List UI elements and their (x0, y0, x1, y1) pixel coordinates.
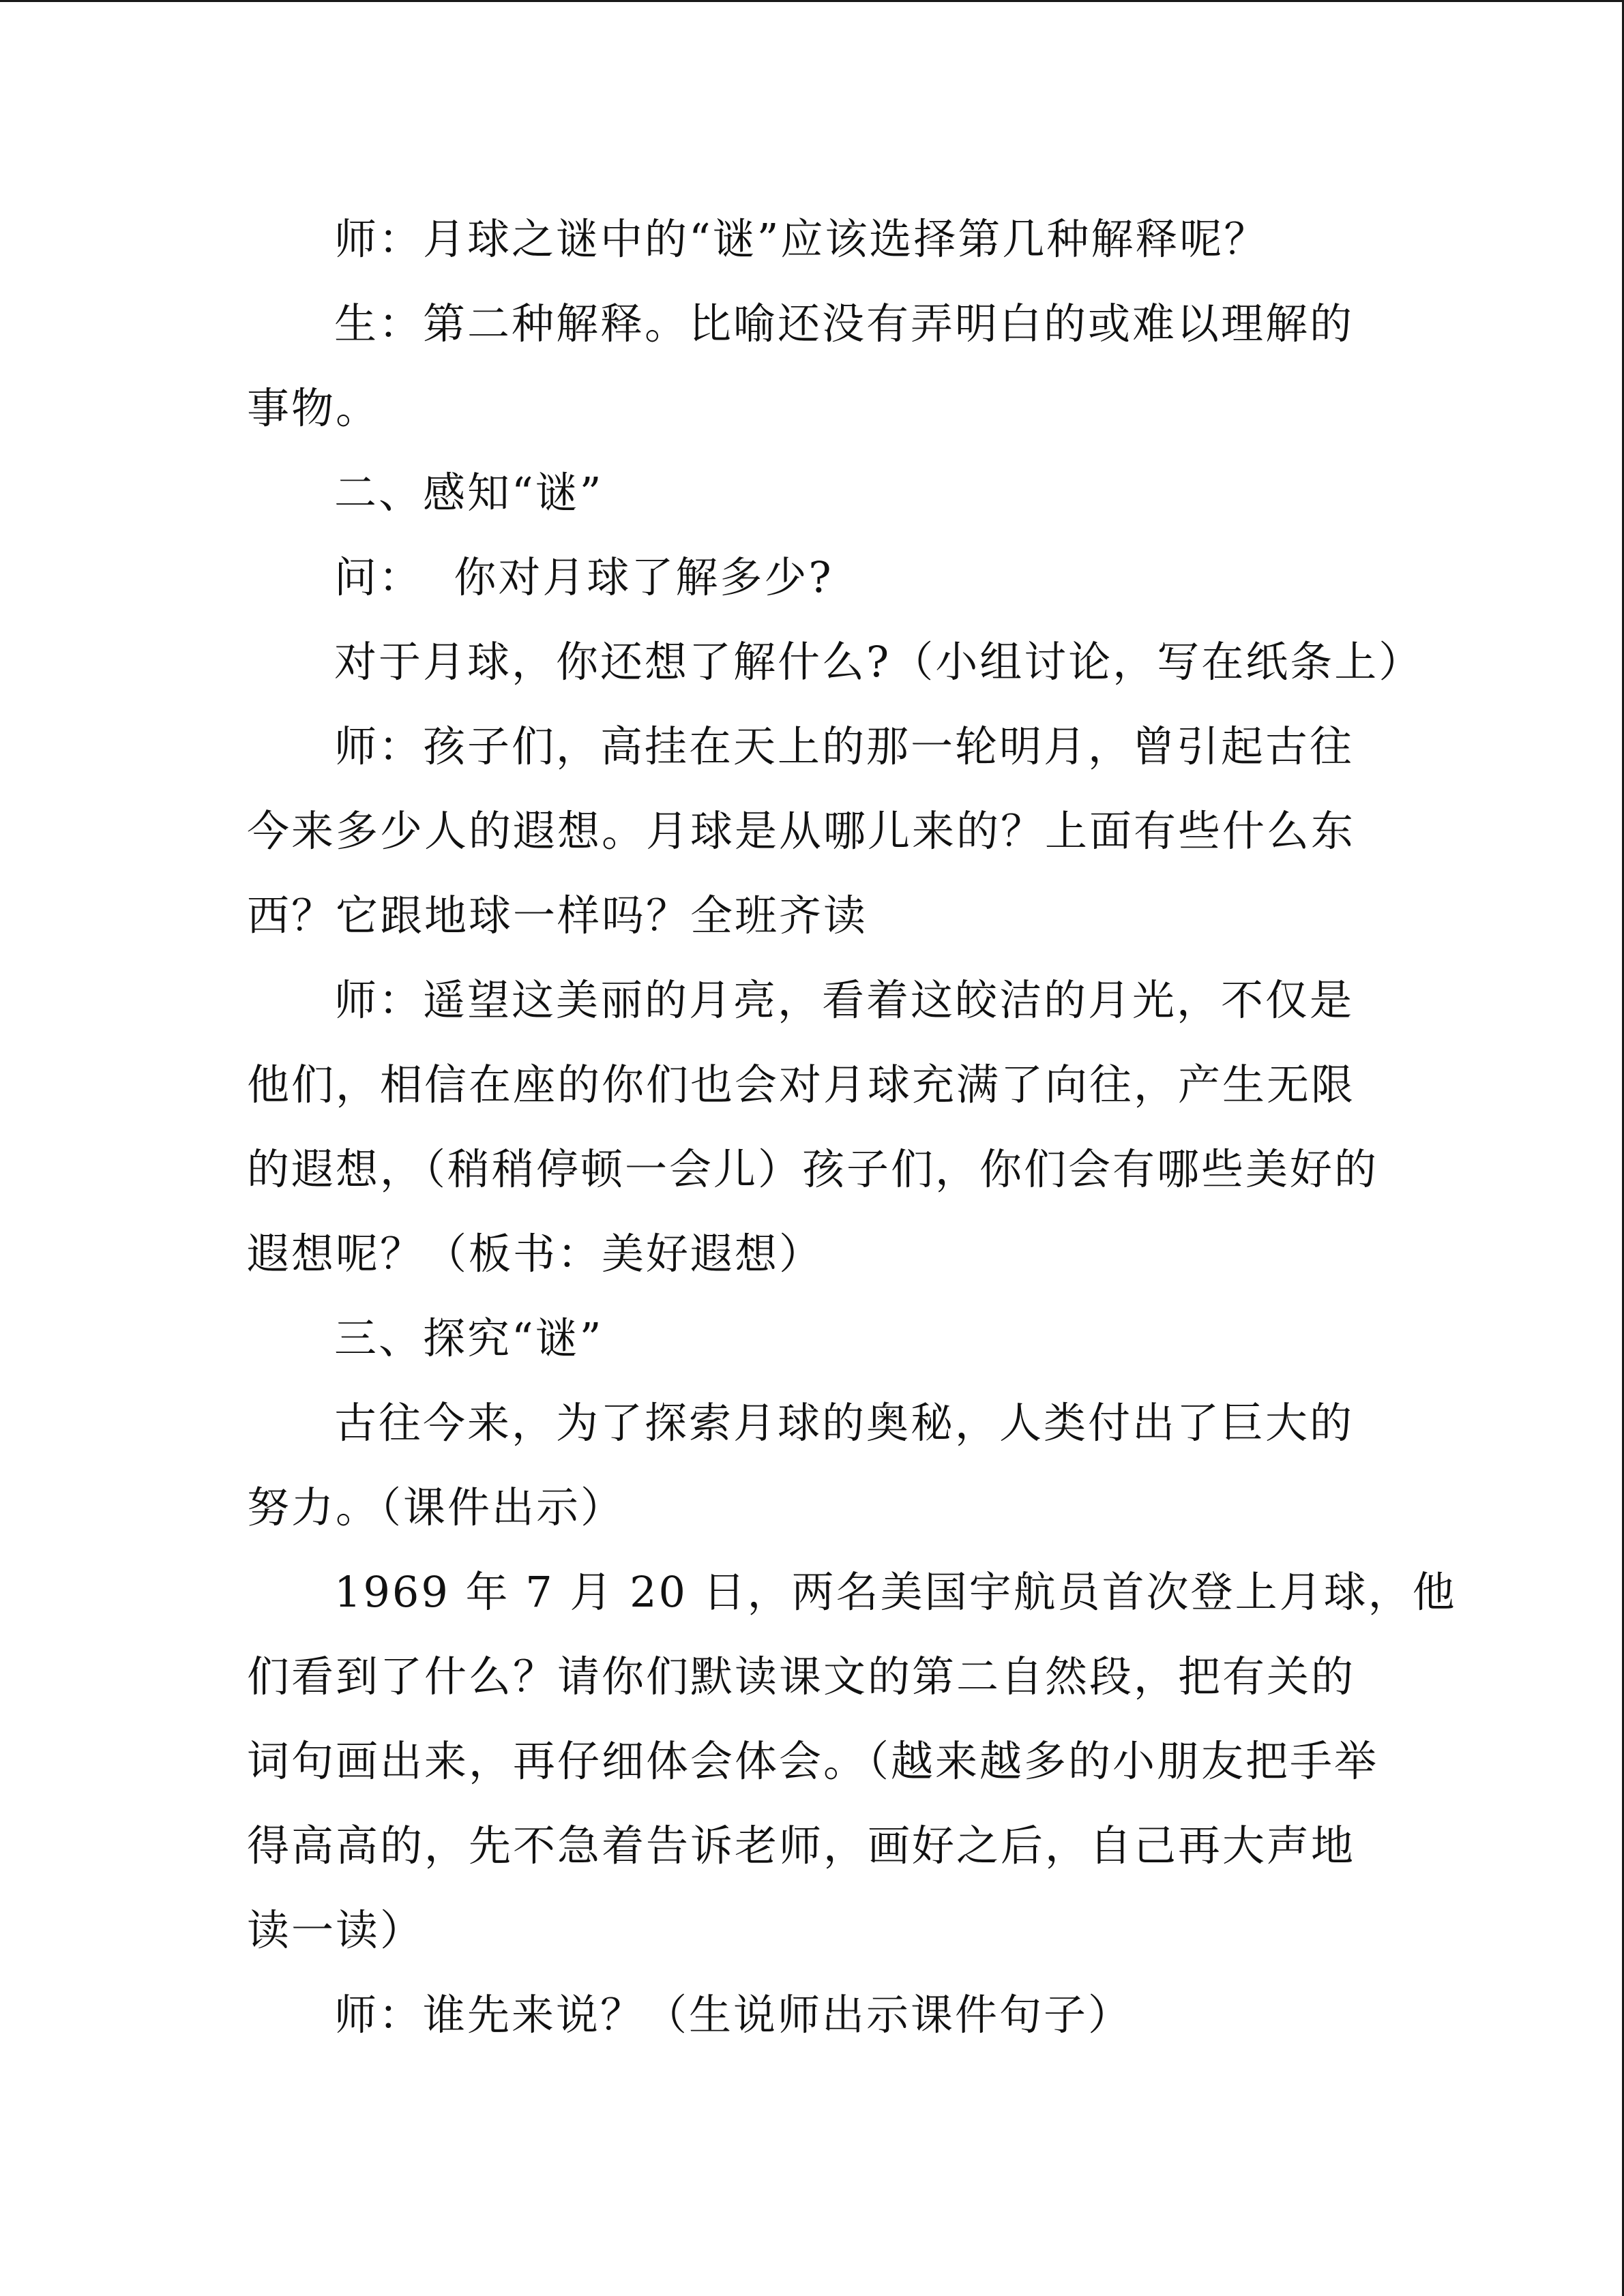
paragraph (247, 197, 1379, 282)
text-line: 生：第二种解释。比喻还没有弄明白的或难以理解的 (334, 299, 1355, 348)
paragraph (247, 620, 1423, 704)
paragraph (247, 1550, 1457, 1973)
text-line: 师：孩子们，高挂在天上的那一轮明月，曾引起古往 (334, 721, 1355, 771)
text-line: 读一读） (247, 1905, 425, 1955)
text-line: 词句画出来，再仔细体会体会。（越来越多的小朋友把手举 (247, 1736, 1379, 1786)
text-line: 古往今来，为了探索月球的奥秘，人类付出了巨大的 (334, 1398, 1355, 1448)
text-line: 今来多少人的遐想。月球是从哪儿来的？上面有些什么东 (247, 806, 1356, 856)
text-line: 师：月球之谜中的“谜”应该选择第几种解释呢？ (334, 214, 1269, 264)
paragraph (247, 1381, 1379, 1550)
text-line: 师：遥望这美丽的月亮，看着这皎洁的月光，不仅是 (334, 975, 1355, 1025)
text-line: 西？它跟地球一样吗？全班齐读 (247, 891, 868, 940)
section-heading (247, 1296, 1379, 1381)
text-line: 努力。（课件出示） (247, 1482, 625, 1532)
paragraph (247, 704, 1379, 958)
text-line: 1969 年 7 月 20 日，两名美国宇航员首次登上月球，他 (334, 1567, 1457, 1617)
text-line: 三、探究“谜” (334, 1313, 604, 1363)
paragraph (247, 535, 1379, 620)
document-body (247, 197, 1457, 2057)
paragraph (247, 1973, 1379, 2057)
paragraph (247, 282, 1379, 451)
text-line: 师：谁先来说？（生说师出示课件句子） (334, 1990, 1133, 2040)
text-line: 遐想呢？（板书：美好遐想） (247, 1229, 824, 1279)
text-line: 问： 你对月球了解多少? (334, 552, 833, 602)
section-heading (247, 451, 1379, 535)
text-line: 们看到了什么？请你们默读课文的第二自然段，把有关的 (247, 1652, 1356, 1701)
text-line: 得高高的，先不急着告诉老师，画好之后，自己再大声地 (247, 1821, 1356, 1870)
text-line: 二、感知“谜” (334, 468, 604, 518)
text-line: 对于月球，你还想了解什么?（小组讨论，写在纸条上） (334, 637, 1423, 687)
text-line: 的遐想，（稍稍停顿一会儿）孩子们，你们会有哪些美好的 (247, 1144, 1379, 1194)
text-line: 他们，相信在座的你们也会对月球充满了向往，产生无限 (247, 1060, 1356, 1109)
text-line: 事物。 (247, 383, 381, 433)
paragraph (247, 958, 1379, 1296)
